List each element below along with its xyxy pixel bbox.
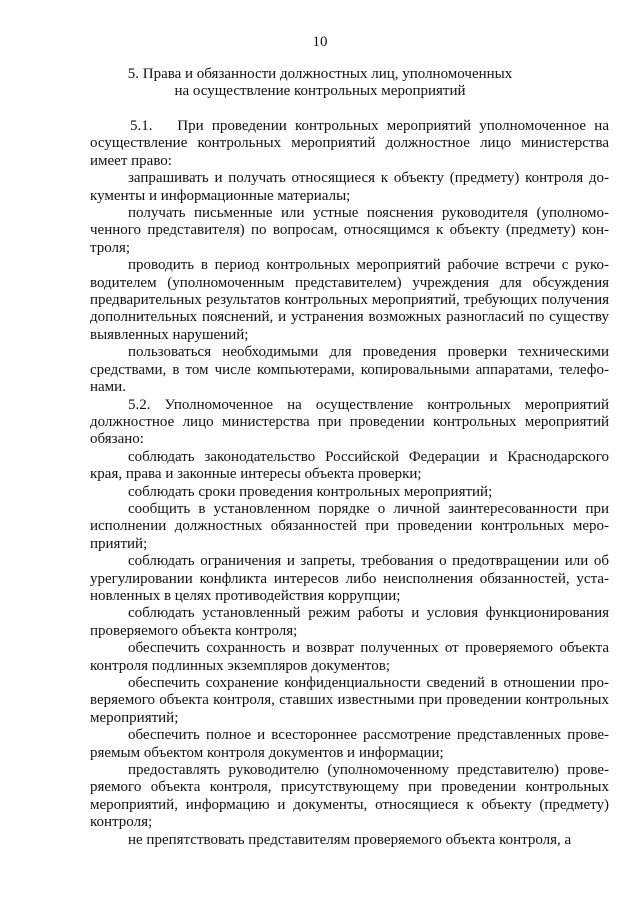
paragraph: 5.2. Уполномоченное на осуществление контрольных мероприятий должностное лицо министерства при проведении контрольных мероприятий обязано: xyxy=(90,396,609,448)
paragraph: обеспечить полное и всестороннее рассмотрение представленных проверяемым объектом контроля документов и информации; xyxy=(90,727,609,761)
paragraph: не препятствовать представителям проверяемого объекта контроля, а xyxy=(128,831,572,848)
document-body xyxy=(90,118,609,849)
paragraph: обеспечить сохранность и возврат полученных от проверяемого объекта контроля подлинных экземпляров документов; xyxy=(90,640,609,674)
section-heading xyxy=(90,66,550,100)
paragraph: получать письменные или устные пояснения руководителя (уполномоченного представителя) по вопросам, относящимся к объекту (предмету) контроля; xyxy=(90,205,609,256)
paragraph: соблюдать сроки проведения контрольных мероприятий; xyxy=(128,483,493,500)
paragraph: сообщить в установленном порядке о личной заинтересованности при исполнении должностных обязанностей при проведении контрольных мероприятий; xyxy=(90,500,609,552)
section-heading-line-1: 5. Права и обязанности должностных лиц, уполномоченных xyxy=(127,66,513,82)
paragraph: 5.1. При проведении контрольных мероприятий уполномоченное на осуществление контрольных мероприятий должностное лицо министерства имеет право: xyxy=(90,118,609,169)
paragraph: обеспечить сохранение конфиденциальности сведений в отношении проверяемого объекта контроля, ставших известными при проведении контрольных мероприятий; xyxy=(90,675,609,726)
page-number: 10 xyxy=(312,34,328,50)
paragraph: соблюдать законодательство Российской Федерации и Краснодарского края, права и законные интересы объекта проверки; xyxy=(90,448,609,483)
paragraph: предоставлять руководителю (уполномоченному представителю) проверяемого объекта контроля, присутствующему при проведении контрольных мероприятий, информацию и документы, относящиеся к объекту (предмету) контроля; xyxy=(90,762,609,831)
section-heading-line-2: на осуществление контрольных мероприятий xyxy=(174,83,466,99)
paragraph: пользоваться необходимыми для проведения проверки техническими средствами, в том числе компьютерами, копировальными аппаратами, телефонами. xyxy=(90,344,609,396)
paragraph: соблюдать ограничения и запреты, требования о предотвращении или об урегулировании конфликта интересов либо неисполнения обязанностей, установленных в целях противодействия коррупции; xyxy=(90,553,609,604)
paragraph: запрашивать и получать относящиеся к объекту (предмету) контроля документы и информационные материалы; xyxy=(90,170,609,204)
paragraph: соблюдать установленный режим работы и условия функционирования проверяемого объекта контроля; xyxy=(90,605,609,639)
paragraph: проводить в период контрольных мероприятий рабочие встречи с руководителем (уполномоченным представителем) учреждения для обсуждения предварительных результатов контрольных мероприятий, требующих получения дополнительных пояснений, и устранения возможных разногласий по существу выявленных нарушений; xyxy=(90,257,609,343)
